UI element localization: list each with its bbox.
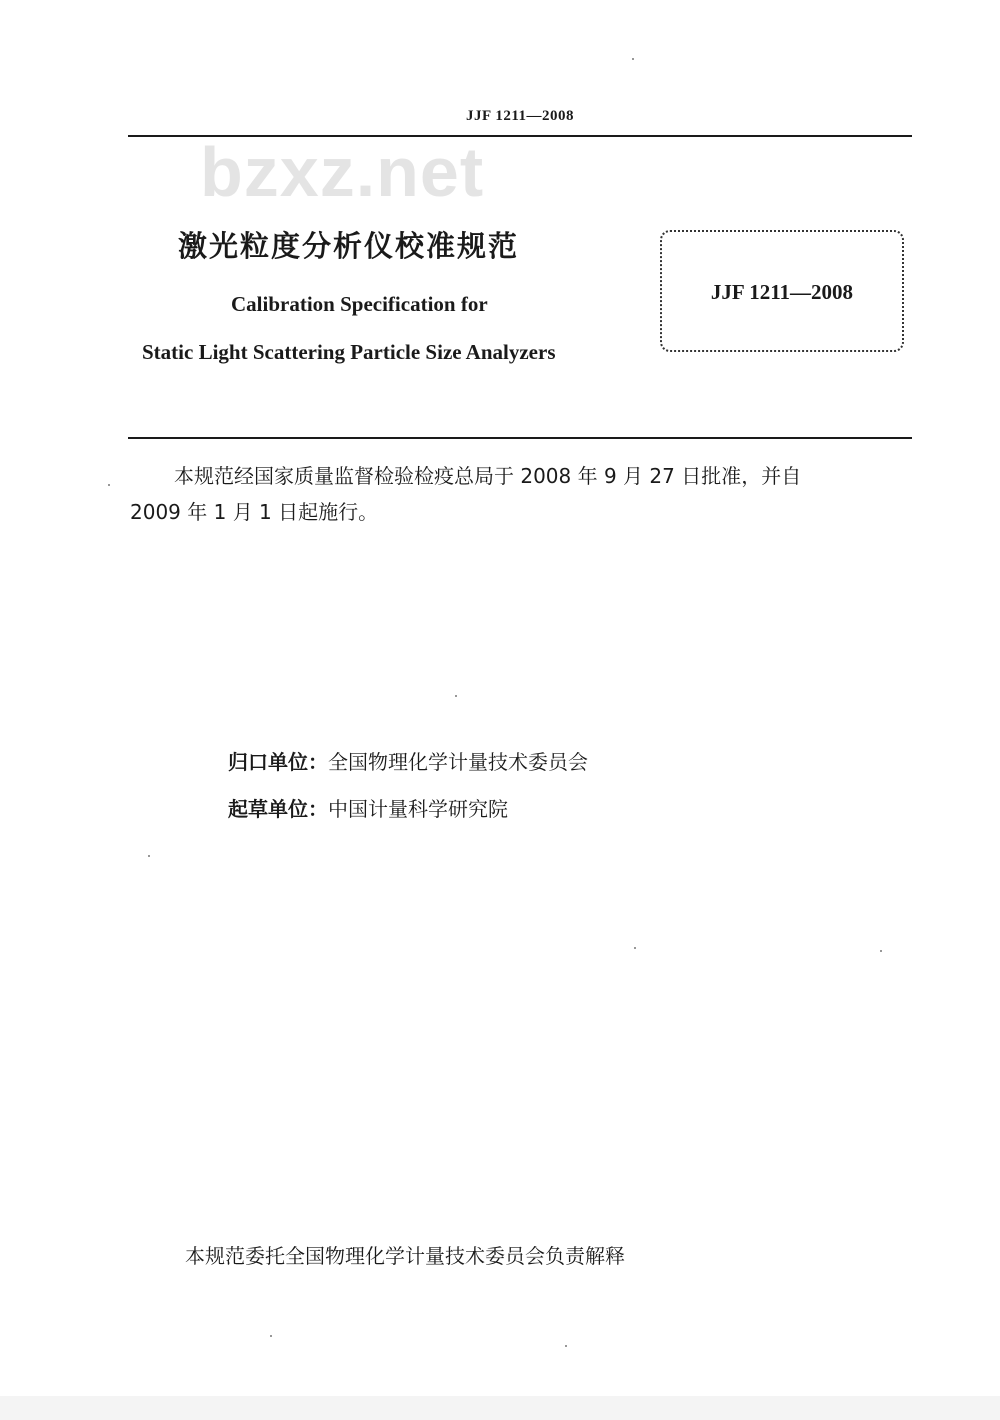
responsible-unit-value: 全国物理化学计量技术委员会 [328, 750, 588, 774]
header-standard-code: JJF 1211—2008 [465, 108, 575, 124]
scan-speck [108, 484, 110, 486]
title-divider-rule [128, 437, 912, 439]
responsible-unit-label: 归口单位： [228, 750, 328, 774]
responsible-unit [228, 746, 588, 775]
drafting-unit-label: 起草单位： [228, 797, 328, 821]
drafting-unit [228, 793, 508, 822]
title-chinese: 激光粒度分析仪校准规范 [178, 229, 520, 263]
footer-interpretation-note: 本规范委托全国物理化学计量技术委员会负责解释 [185, 1244, 625, 1268]
approval-line-2: 2009 年 1 月 1 日起施行。 [130, 500, 379, 524]
approval-paragraph [130, 458, 920, 530]
approval-line-1: 本规范经国家质量监督检验检疫总局于 2008 年 9 月 27 日批准，并自 [174, 464, 802, 488]
drafting-unit-value: 中国计量科学研究院 [328, 797, 508, 821]
title-english-line1: Calibration Specification for [231, 292, 488, 316]
scan-bottom-band [0, 1396, 1000, 1420]
scan-speck [270, 1335, 272, 1337]
scan-speck [565, 1345, 567, 1347]
scan-speck [148, 855, 150, 857]
scan-speck [634, 947, 636, 949]
watermark: bzxz.net [200, 133, 485, 211]
standard-code-box [660, 230, 904, 352]
standard-code-box-label: JJF 1211—2008 [710, 280, 854, 304]
scan-speck [455, 695, 457, 697]
scan-speck [632, 58, 634, 60]
scan-speck [880, 950, 882, 952]
title-english-line2: Static Light Scattering Particle Size Analyzers [142, 340, 556, 364]
